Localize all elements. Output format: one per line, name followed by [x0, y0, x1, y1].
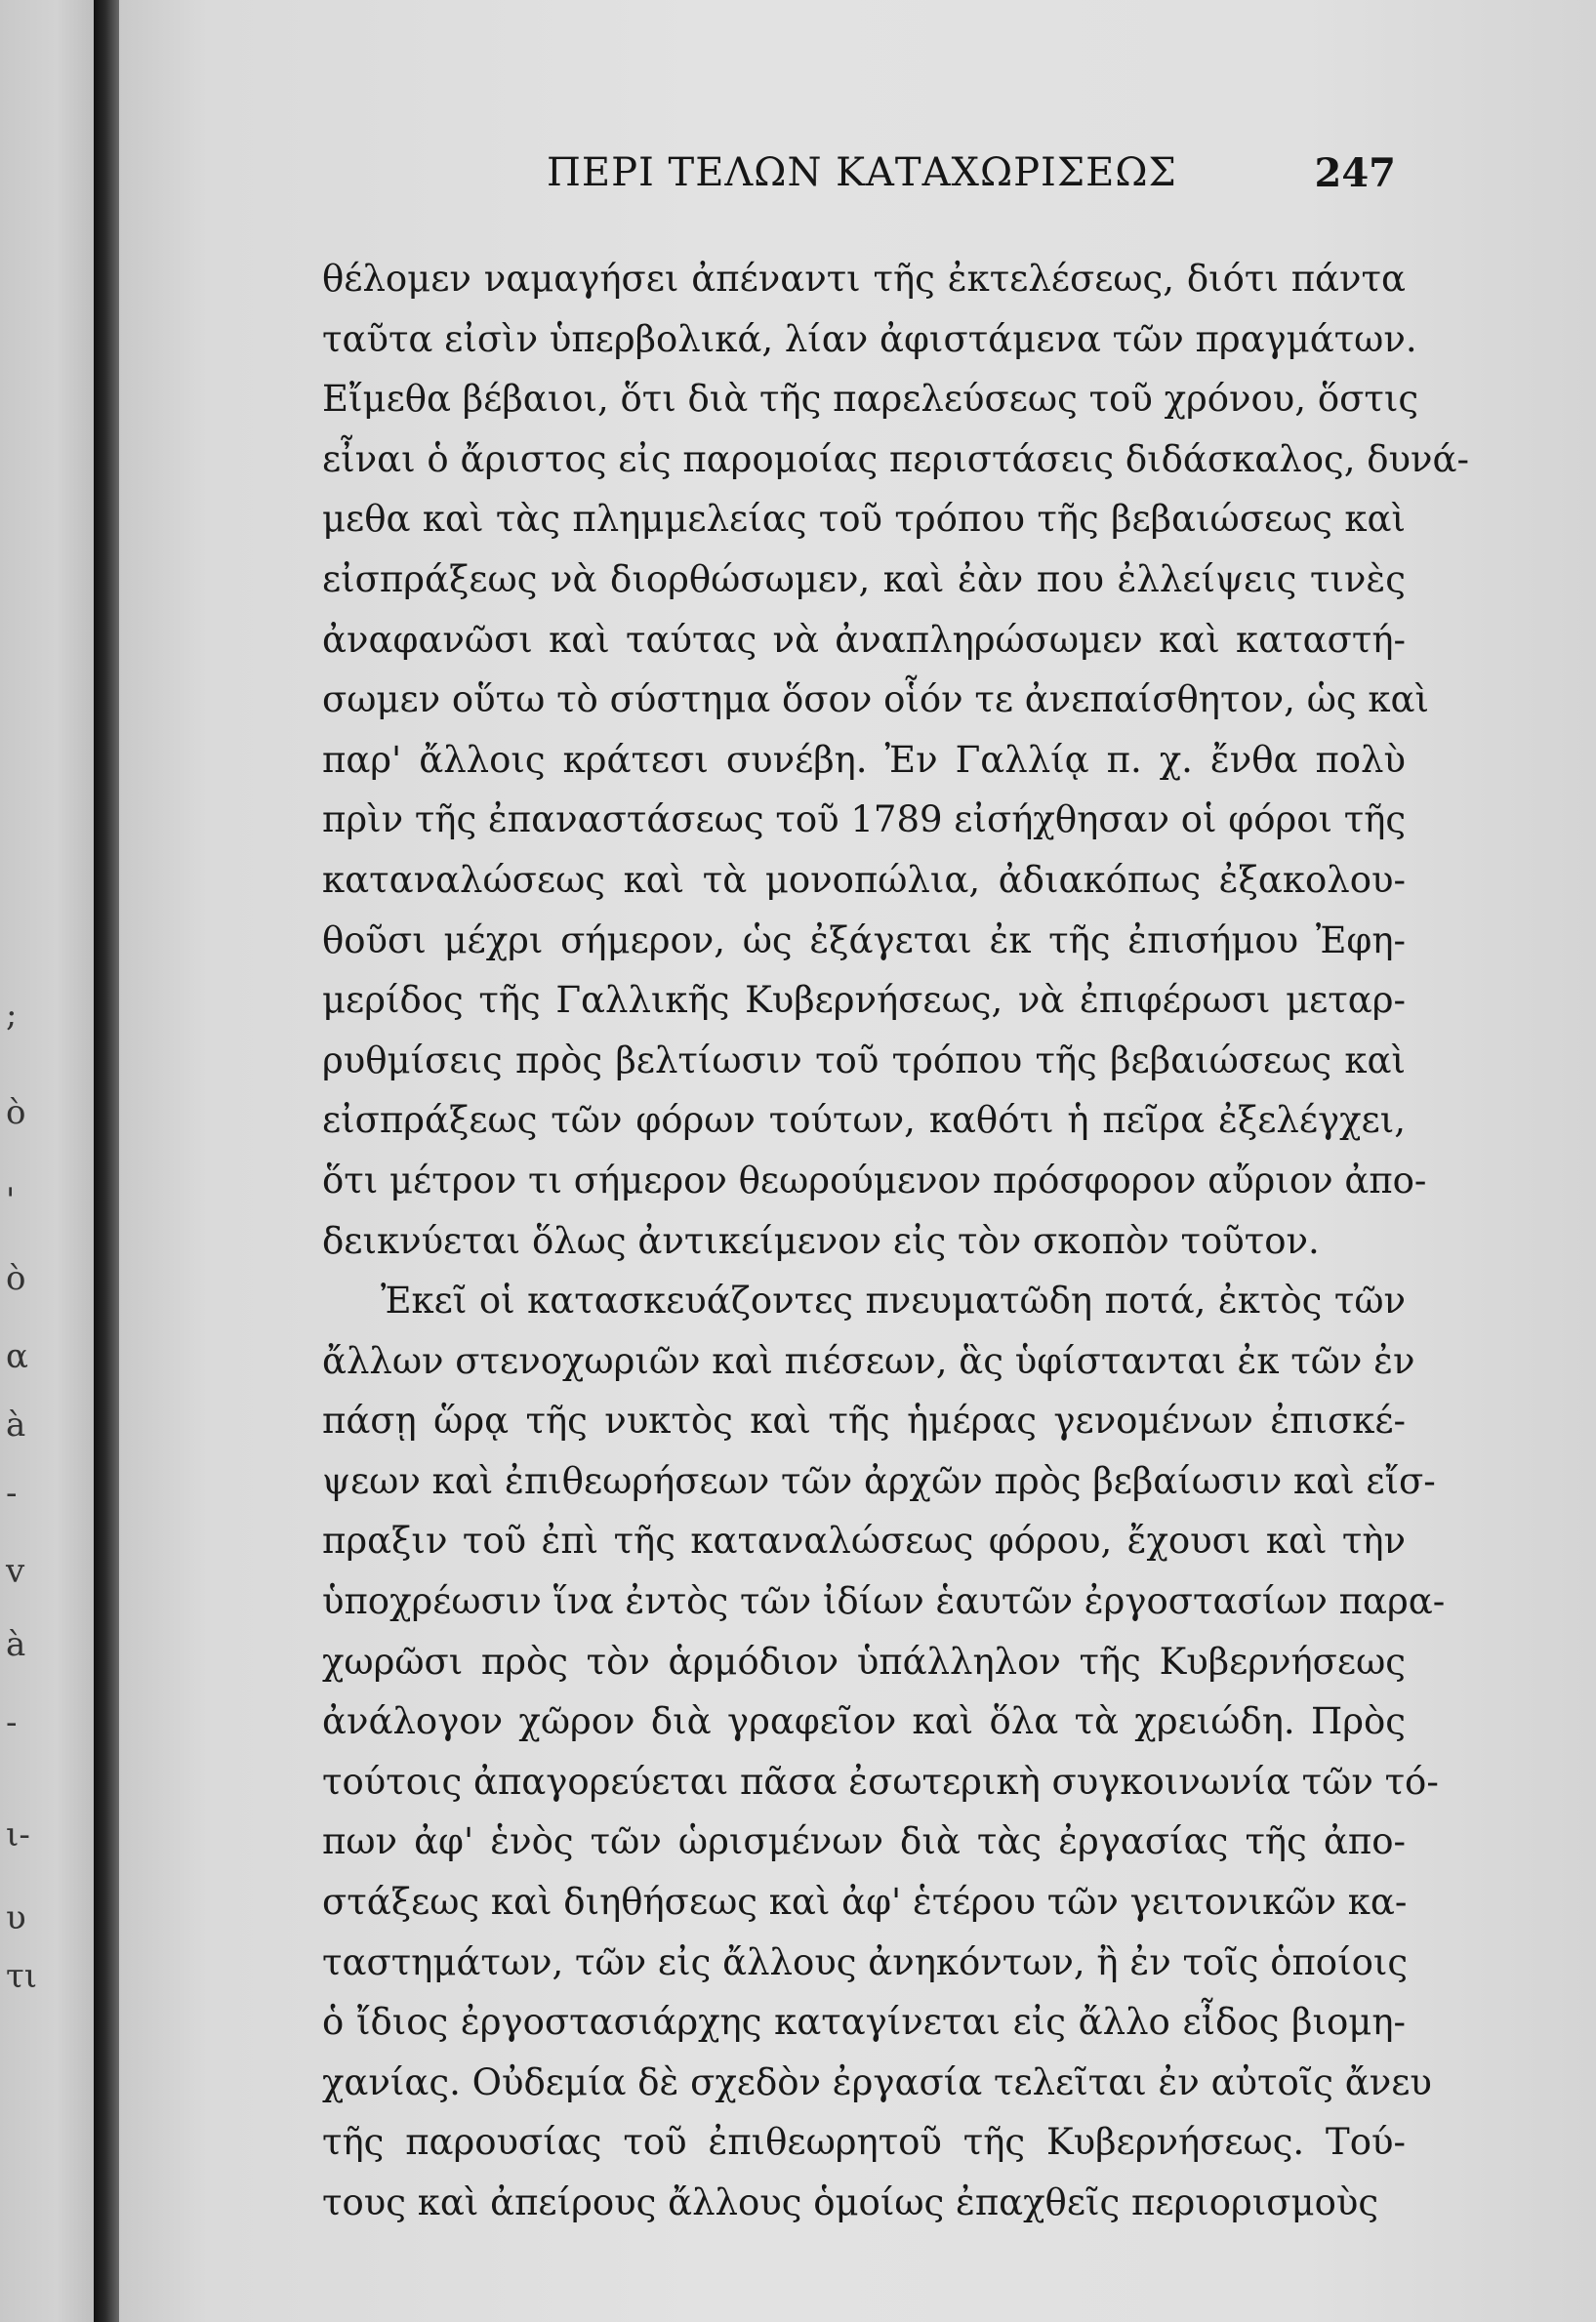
facing-page-mark: α: [6, 1337, 28, 1376]
text-line: ἀναφανῶσι καὶ ταύτας νὰ ἀναπληρώσωμεν καὶ καταστή-: [322, 618, 1406, 661]
text-line: τῆς παρουσίας τοῦ ἐπιθεωρητοῦ τῆς Κυβερνήσεως. Τού-: [322, 2121, 1406, 2164]
text-line: τους καὶ ἀπείρους ἄλλους ὁμοίως ἐπαχθεῖς περιορισμοὺς: [322, 2181, 1379, 2223]
facing-page-marks: [0, 0, 88, 2322]
text-line: εἰσπράξεως νὰ διορθώσωμεν, καὶ ἐὰν που ἐλλείψεις τινὲς: [322, 557, 1406, 600]
running-head: [322, 144, 1396, 203]
facing-page-mark: ': [6, 1181, 16, 1220]
facing-page-mark: ò: [6, 1093, 26, 1132]
facing-page-mark: ò: [6, 1259, 26, 1298]
text-line: ταῦτα εἰσὶν ὑπερβολικά, λίαν ἀφιστάμενα τῶν πραγμάτων.: [322, 317, 1417, 360]
text-line: Ἐκεῖ οἱ κατασκευάζοντες πνευματῶδη ποτά, ἐκτὸς τῶν: [381, 1280, 1406, 1323]
paragraph: [322, 249, 1469, 1271]
text-line: ὁ ἴδιος ἐργοστασιάρχης καταγίνεται εἰς ἄλλο εἶδος βιομη-: [322, 2001, 1406, 2044]
text-line: χωρῶσι πρὸς τὸν ἁρμόδιον ὑπάλληλον τῆς Κυβερνήσεως: [322, 1640, 1406, 1683]
text-line: Εἴμεθα βέβαιοι, ὅτι διὰ τῆς παρελεύσεως τοῦ χρόνου, ὅστις: [322, 378, 1419, 421]
text-line: θέλομεν ναμαγήσει ἀπέναντι τῆς ἐκτελέσεως, διότι πάντα: [322, 258, 1406, 300]
text-line: δεικνύεται ὅλως ἀντικείμενον εἰς τὸν σκοπὸν τοῦτον.: [322, 1219, 1320, 1262]
facing-page-mark: υ: [6, 1898, 26, 1937]
text-line: ρυθμίσεις πρὸς βελτίωσιν τοῦ τρόπου τῆς βεβαιώσεως καὶ: [322, 1039, 1406, 1081]
text-line: πραξιν τοῦ ἐπὶ τῆς καταναλώσεως φόρου, ἔχουσι καὶ τὴν: [322, 1520, 1406, 1563]
facing-page-mark: ;: [6, 996, 18, 1035]
text-line: εἶναι ὁ ἄριστος εἰς παρομοίας περιστάσεις διδάσκαλος, δυνά-: [322, 437, 1469, 480]
text-line: θοῦσι μέχρι σήμερον, ὡς ἐξάγεται ἐκ τῆς ἐπισήμου Ἐφη-: [322, 918, 1406, 961]
facing-page-mark: à: [6, 1625, 26, 1664]
facing-page-edge: [0, 0, 94, 2322]
running-title: ΠΕΡΙ ΤΕΛΩΝ ΚΑΤΑΧΩΡΙΣΕΩΣ: [547, 150, 1177, 195]
text-line: πων ἀφ' ἑνὸς τῶν ὡρισμένων διὰ τὰς ἐργασίας τῆς ἀπο-: [322, 1820, 1406, 1863]
text-line: χανίας. Οὐδεμία δὲ σχεδὸν ἐργασία τελεῖται ἐν αὐτοῖς ἄνευ: [322, 2060, 1432, 2103]
text-line: ὑποχρέωσιν ἵνα ἐντὸς τῶν ἰδίων ἑαυτῶν ἐργοστασίων παρα-: [322, 1580, 1446, 1623]
facing-page-mark: à: [6, 1405, 26, 1445]
text-line: σωμεν οὕτω τὸ σύστημα ὅσον οἷόν τε ἀνεπαίσθητον, ὡς καὶ: [322, 678, 1429, 721]
paragraph: [322, 1271, 1446, 2233]
text-line: στάξεως καὶ διηθήσεως καὶ ἀφ' ἑτέρου τῶν γειτονικῶν κα-: [322, 1881, 1408, 1924]
text-line: καταναλώσεως καὶ τὰ μονοπώλια, ἀδιακόπως ἐξακολου-: [322, 858, 1406, 901]
text-line: μεθα καὶ τὰς πλημμελείας τοῦ τρόπου τῆς βεβαιώσεως καὶ: [322, 498, 1406, 541]
facing-page-mark: v: [6, 1552, 25, 1591]
facing-page-mark: ι-: [6, 1815, 30, 1854]
text-line: πάσῃ ὥρᾳ τῆς νυκτὸς καὶ τῆς ἡμέρας γενομένων ἐπισκέ-: [322, 1400, 1406, 1443]
text-line: μερίδος τῆς Γαλλικῆς Κυβερνήσεως, νὰ ἐπιφέρωσι μεταρ-: [322, 979, 1406, 1022]
facing-page-mark: -: [6, 1703, 18, 1742]
text-line: ἄλλων στενοχωριῶν καὶ πιέσεων, ἃς ὑφίστανται ἐκ τῶν ἐν: [322, 1339, 1415, 1382]
text-line: παρ' ἄλλοις κράτεσι συνέβη. Ἐν Γαλλίᾳ π. χ. ἔνθα πολὺ: [322, 738, 1406, 781]
page-number: 247: [1314, 150, 1396, 196]
facing-page-mark: τι: [6, 1957, 38, 1996]
facing-page-mark: -: [6, 1474, 18, 1513]
text-line: ψεων καὶ ἐπιθεωρήσεων τῶν ἀρχῶν πρὸς βεβαίωσιν καὶ εἴσ-: [322, 1459, 1436, 1502]
text-line: εἰσπράξεως τῶν φόρων τούτων, καθότι ἡ πεῖρα ἐξελέγχει,: [322, 1099, 1406, 1142]
book-gutter: [94, 0, 119, 2322]
text-line: ταστημάτων, τῶν εἰς ἄλλους ἀνηκόντων, ἢ ἐν τοῖς ὁποίοις: [322, 1940, 1409, 1983]
text-line: πρὶν τῆς ἐπαναστάσεως τοῦ 1789 εἰσήχθησαν οἱ φόροι τῆς: [322, 798, 1407, 841]
text-line: ἀνάλογον χῶρον διὰ γραφεῖον καὶ ὅλα τὰ χρειώδη. Πρὸς: [322, 1700, 1406, 1743]
body-text: [322, 249, 1469, 2233]
text-line: ὅτι μέτρον τι σήμερον θεωρούμενον πρόσφορον αὔριον ἀπο-: [322, 1159, 1427, 1202]
text-line: τούτοις ἀπαγορεύεται πᾶσα ἐσωτερικὴ συγκοινωνία τῶν τό-: [322, 1760, 1439, 1803]
